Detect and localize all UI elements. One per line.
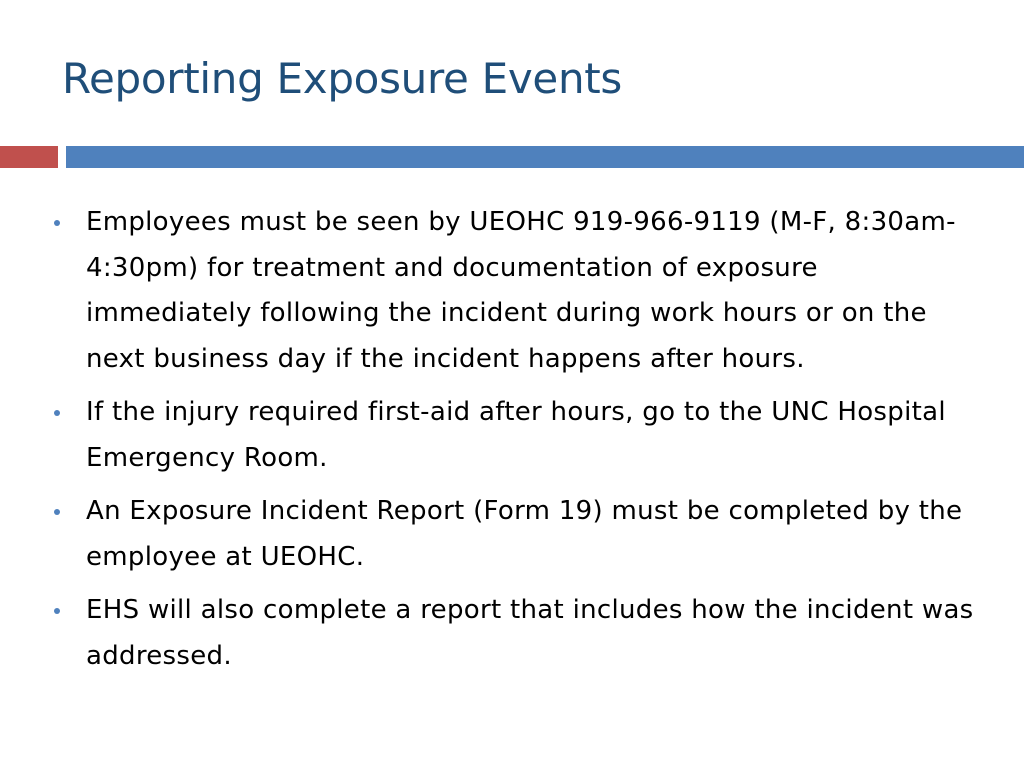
bullet-dot-icon — [54, 220, 60, 226]
bullet-text: An Exposure Incident Report (Form 19) must be completed by the employee at UEOHC. — [86, 496, 963, 572]
bullet-dot-icon — [54, 410, 60, 416]
bullet-text: If the injury required first-aid after hours, go to the UNC Hospital Emergency Room. — [86, 397, 946, 473]
bullet-item — [50, 390, 980, 481]
slide-title: Reporting Exposure Events — [62, 54, 623, 103]
bullet-text: Employees must be seen by UEOHC 919-966-9119 (M-F, 8:30am-4:30pm) for treatment and documentation of exposure immediately following the incident during work hours or on the next business day if the incident happens after hours. — [86, 207, 956, 374]
bullet-text: EHS will also complete a report that includes how the incident was addressed. — [86, 595, 974, 671]
bullet-item — [50, 489, 980, 580]
bullet-dot-icon — [54, 608, 60, 614]
bullet-list — [50, 200, 980, 687]
bullet-dot-icon — [54, 509, 60, 515]
title-accent-bar-red — [0, 146, 58, 168]
bullet-item — [50, 200, 980, 382]
title-accent-bar-blue — [66, 146, 1024, 168]
bullet-item — [50, 588, 980, 679]
